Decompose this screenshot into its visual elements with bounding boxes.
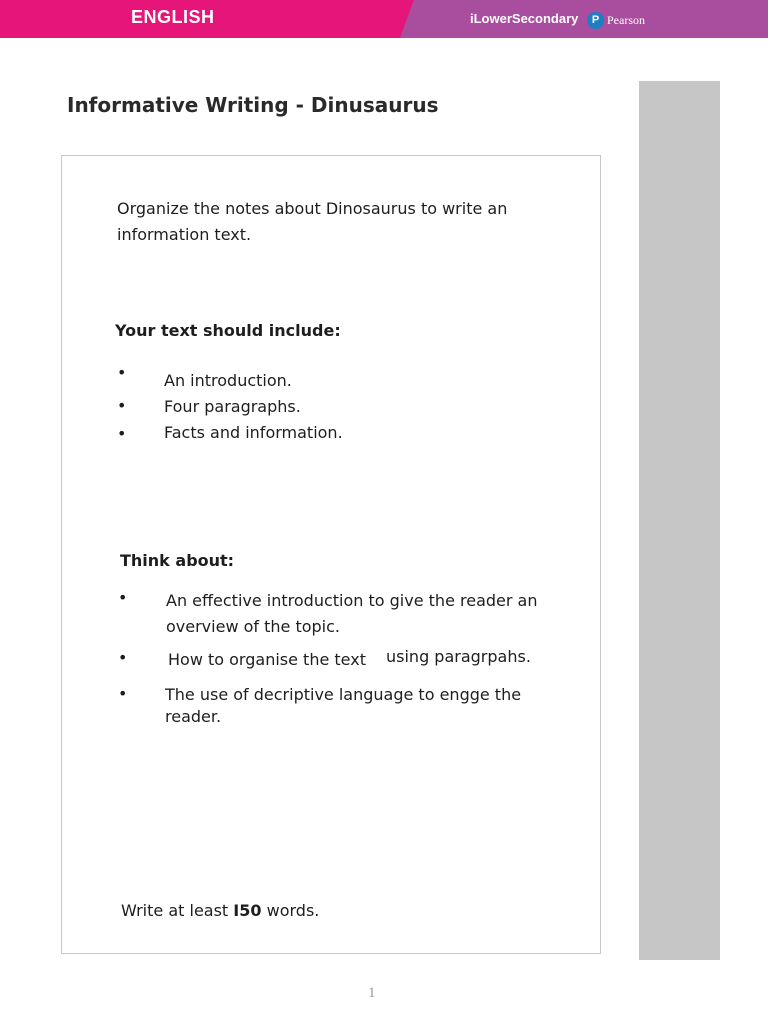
- bullet-icon: •: [117, 396, 127, 415]
- include-item-1: An introduction.: [164, 371, 292, 390]
- think-item-1-line-2: overview of the topic.: [166, 617, 341, 636]
- side-panel: [639, 81, 720, 960]
- word-count-requirement: [121, 898, 319, 924]
- think-item-2-part-1: How to organise the text: [168, 650, 366, 669]
- instruction-line-2: information text.: [117, 225, 252, 244]
- bullet-icon: •: [118, 648, 128, 667]
- bullet-icon: •: [118, 588, 128, 607]
- subject-label: ENGLISH: [131, 7, 215, 27]
- header-banner: [0, 0, 768, 38]
- bullet-icon: •: [117, 363, 127, 382]
- page-number: 1: [368, 985, 376, 1001]
- include-item-2: Four paragraphs.: [164, 397, 301, 416]
- bullet-icon: •: [118, 684, 128, 703]
- think-item-2-part-2: using paragrpahs.: [386, 647, 531, 666]
- include-heading: Your text should include:: [115, 321, 341, 340]
- word-count-prefix: Write at least: [121, 901, 229, 920]
- think-item-3-line-1: The use of decriptive language to engge the: [165, 685, 522, 704]
- include-item-3: Facts and information.: [164, 423, 343, 442]
- pearson-logo-icon: P: [587, 12, 604, 29]
- think-heading: Think about:: [120, 551, 235, 570]
- think-item-3-line-2: reader.: [165, 707, 222, 726]
- page-title: Informative Writing - Dinusaurus: [67, 93, 439, 117]
- header-banner-accent: [400, 0, 768, 38]
- series-label: iLowerSecondary: [470, 11, 579, 26]
- word-count-suffix: words.: [266, 901, 320, 920]
- instruction-line-1: Organize the notes about Dinosaurus to write an: [117, 199, 508, 218]
- task-card: [61, 155, 601, 954]
- bullet-icon: •: [117, 424, 127, 443]
- publisher-label: Pearson: [607, 13, 645, 27]
- think-item-1-line-1: An effective introduction to give the reader an: [166, 591, 538, 610]
- word-count-number: I50: [233, 901, 262, 920]
